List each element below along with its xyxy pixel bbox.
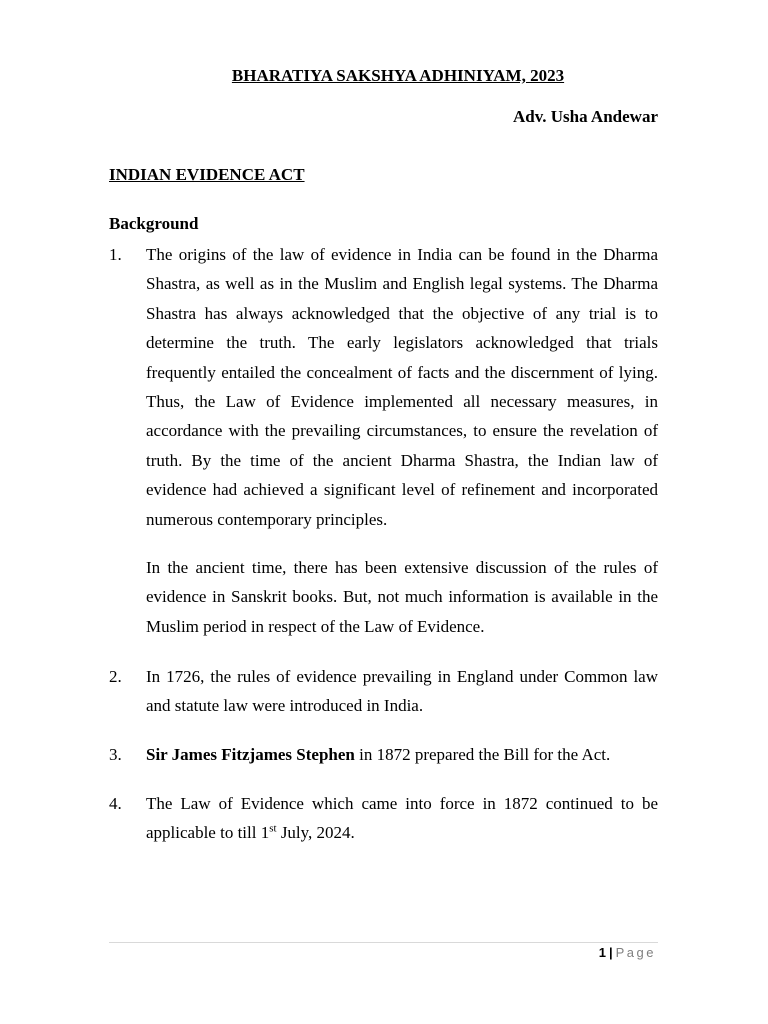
section-heading: INDIAN EVIDENCE ACT bbox=[109, 165, 305, 184]
list-item bbox=[109, 662, 658, 721]
document-title-text: BHARATIYA SAKSHYA ADHINIYAM, 2023 bbox=[231, 66, 565, 85]
item-superscript: st bbox=[269, 822, 277, 835]
list-item bbox=[109, 740, 658, 769]
item-text-container bbox=[146, 740, 658, 769]
item-text: in 1872 prepared the Bill for the Act. bbox=[354, 745, 611, 764]
item-text: The origins of the law of evidence in India can be found in the Dharma Shastra, as well as in the Muslim and English legal systems. The Dharma Shastra has always acknowledged that the objective of any trial is to determine the truth. The early legislators acknowledged that trials frequently entailed the concealment of facts and the discernment of lying. Thus, the Law of Evidence implemented all necessary measures, in accordance with the prevailing circumstances, to ensure the revelation of truth. By the time of the ancient Dharma Shastra, the Indian law of evidence had achieved a significant level of refinement and incorporated numerous contemporary principles. bbox=[146, 245, 658, 529]
item-number: 1. bbox=[109, 245, 122, 264]
page-number: 1 bbox=[598, 945, 606, 960]
author-name: Adv. Usha Andewar bbox=[512, 107, 658, 126]
list-item bbox=[109, 240, 658, 534]
list-item-continuation bbox=[109, 553, 658, 641]
footer-divider bbox=[109, 942, 658, 943]
item-continuation-text: In the ancient time, there has been extensive discussion of the rules of evidence in Sanskrit books. But, not much information is available in the Muslim period in respect of the Law of Evidence. bbox=[146, 558, 658, 636]
item-number: 2. bbox=[109, 667, 122, 686]
item-text-container bbox=[146, 789, 658, 848]
item-text-after: July, 2024. bbox=[276, 823, 355, 843]
footer-separator: | bbox=[608, 945, 613, 960]
item-bold-name: Sir James Fitzjames Stephen bbox=[146, 745, 355, 764]
list-item bbox=[109, 789, 658, 848]
page-footer bbox=[599, 945, 656, 960]
subheading: Background bbox=[109, 214, 199, 233]
item-text: In 1726, the rules of evidence prevailing in England under Common law and statute law were introduced in India. bbox=[146, 667, 658, 716]
page-label: Page bbox=[615, 945, 656, 960]
item-number: 3. bbox=[109, 745, 122, 764]
item-text: The Law of Evidence which came into force in 1872 continued to be applicable to till 1 bbox=[146, 794, 658, 843]
document-title bbox=[0, 66, 768, 86]
item-number: 4. bbox=[109, 794, 122, 813]
